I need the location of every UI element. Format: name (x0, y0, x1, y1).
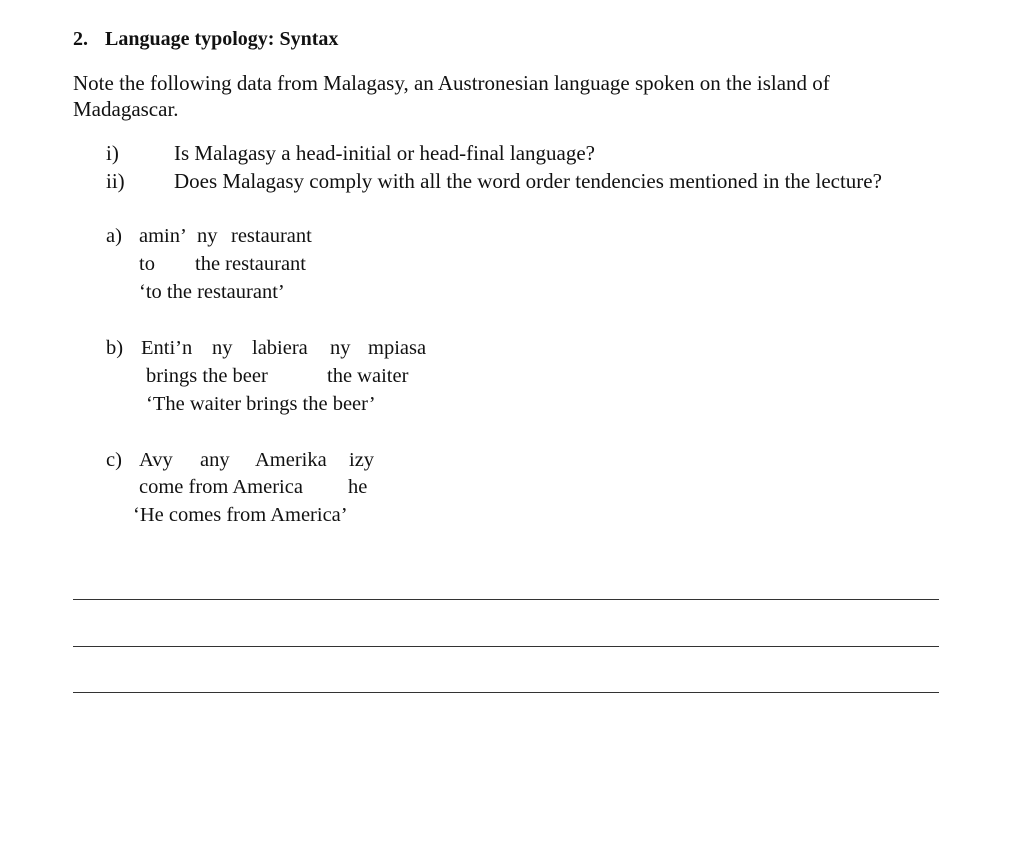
example-word: Enti’n (141, 337, 193, 359)
question-text: Is Malagasy a head-initial or head-final language? (174, 141, 595, 165)
example-label: a) (106, 225, 122, 247)
example-gloss: he (348, 476, 368, 498)
section-title: Language typology: Syntax (105, 28, 339, 50)
intro-line-1: Note the following data from Malagasy, an Austronesian language spoken on the island of (73, 71, 830, 95)
example-word: ny (212, 337, 233, 359)
example-word: mpiasa (368, 337, 427, 359)
example-label: b) (106, 337, 124, 359)
example-gloss: the restaurant (195, 253, 306, 275)
example-word: Amerika (255, 449, 327, 471)
intro-paragraph (73, 70, 830, 122)
intro-line-2: Madagascar. (73, 97, 179, 121)
example-label: c) (106, 449, 122, 471)
example-word: ny (330, 337, 351, 359)
example-word: any (200, 449, 230, 471)
question-number: i) (106, 141, 119, 165)
example-word: labiera (252, 337, 308, 359)
example-gloss: the waiter (327, 365, 409, 387)
example-word: ny (197, 225, 218, 247)
example-word: Avy (139, 449, 173, 471)
example-translation: ‘The waiter brings the beer’ (146, 393, 376, 415)
question-text: Does Malagasy comply with all the word order tendencies mentioned in the lecture? (174, 169, 882, 193)
example-gloss: to (139, 253, 155, 275)
example-gloss: come from America (139, 476, 303, 498)
answer-line[interactable] (73, 646, 939, 647)
example-translation: ‘He comes from America’ (133, 504, 348, 526)
example-translation: ‘to the restaurant’ (139, 281, 285, 303)
example-word: izy (349, 449, 375, 471)
question-number: ii) (106, 169, 125, 193)
section-number: 2. (73, 28, 88, 50)
example-gloss: brings the beer (146, 365, 268, 387)
example-word: amin’ (139, 225, 187, 247)
section-heading (73, 28, 338, 51)
answer-line[interactable] (73, 692, 939, 693)
example-word: restaurant (231, 225, 312, 247)
answer-line[interactable] (73, 599, 939, 600)
